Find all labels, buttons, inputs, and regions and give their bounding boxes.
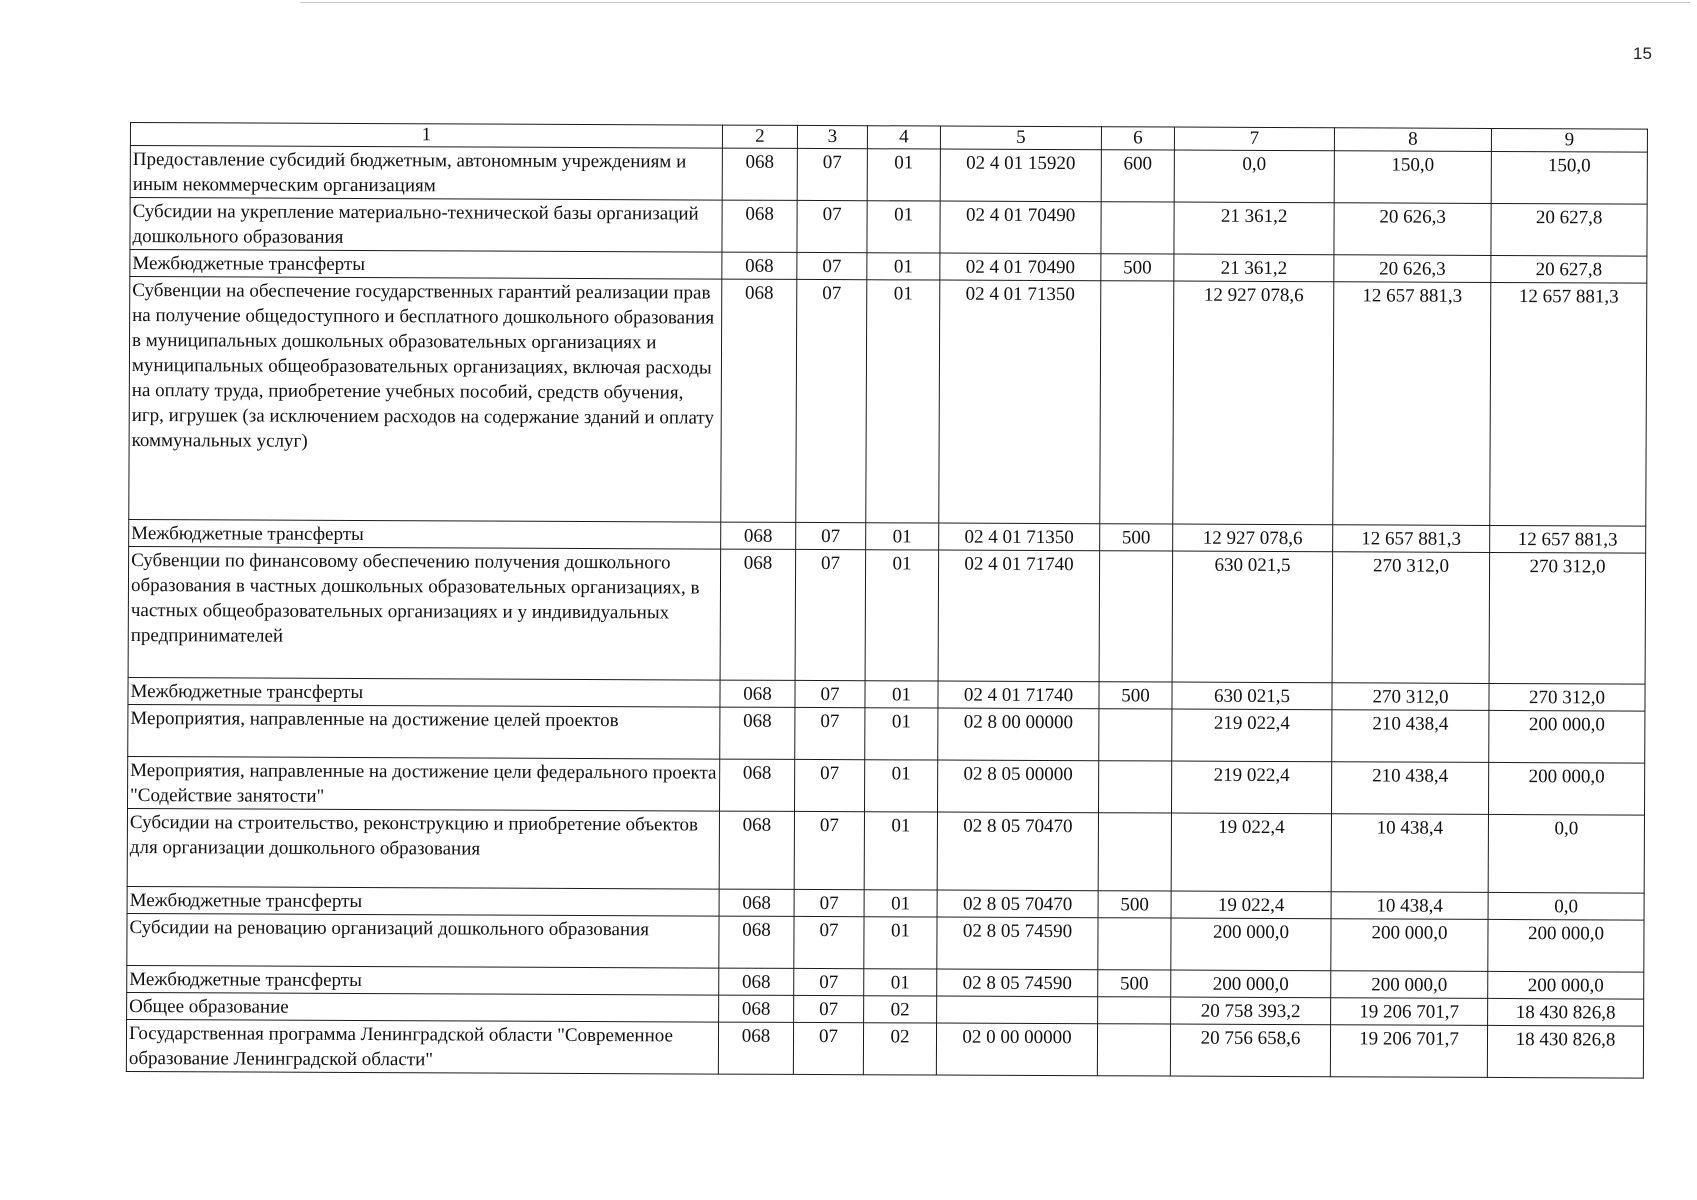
table-row [129,277,1647,527]
expense-type-code [1099,551,1173,682]
section-code: 07 [796,522,866,549]
ministry-code: 068 [720,707,795,759]
row-name: Субсидии на реновацию организаций дошкольного образования [127,913,719,968]
target-article-code: 02 8 05 00000 [937,760,1098,813]
expense-type-code: 500 [1101,254,1174,281]
amount-col-8: 10 438,4 [1331,814,1488,893]
subsection-code: 02 [864,996,937,1023]
section-code: 07 [795,680,865,707]
target-article-code: 02 8 05 74590 [937,917,1098,970]
subsection-code: 01 [865,681,938,708]
expense-type-code [1098,997,1171,1024]
amount-col-8: 200 000,0 [1331,971,1488,999]
target-article-code: 02 8 05 70470 [937,812,1098,891]
amount-col-8: 10 438,4 [1331,892,1488,920]
amount-col-7: 12 927 078,6 [1173,524,1333,552]
amount-col-7: 19 022,4 [1171,891,1331,919]
row-name: Межбюджетные трансферты [127,965,719,995]
amount-col-9: 12 657 881,3 [1490,282,1647,526]
target-article-code: 02 8 05 70470 [937,890,1098,918]
target-article-code: 02 4 01 71350 [939,523,1100,551]
amount-col-8: 19 206 701,7 [1330,1025,1487,1078]
row-name: Государственная программа Ленинградской области "Современное образование Ленинградской области" [126,1019,718,1074]
amount-col-8: 19 206 701,7 [1331,998,1488,1026]
table-row [128,756,1645,815]
amount-col-7: 20 758 393,2 [1171,997,1331,1025]
amount-col-8: 12 657 881,3 [1333,282,1491,526]
column-header: 5 [940,126,1101,150]
section-code: 07 [797,148,867,200]
subsection-code: 02 [863,1023,936,1075]
table-row [127,808,1644,893]
target-article-code: 02 8 00 00000 [938,708,1099,761]
section-code: 07 [794,995,864,1022]
ministry-code: 068 [719,889,794,916]
amount-col-7: 630 021,5 [1172,682,1332,710]
column-header: 3 [797,125,867,148]
budget-table [126,122,1648,1079]
amount-col-9: 200 000,0 [1488,762,1644,815]
amount-col-9: 270 312,0 [1489,552,1646,684]
expense-type-code [1099,709,1172,761]
expense-type-code [1098,761,1171,813]
row-name: Межбюджетные трансферты [128,677,720,707]
amount-col-7: 21 361,2 [1174,202,1334,255]
amount-col-8: 270 312,0 [1332,552,1490,684]
target-article-code: 02 8 05 74590 [937,969,1098,997]
expense-type-code: 600 [1101,150,1174,202]
section-code: 07 [796,279,867,522]
amount-col-8: 12 657 881,3 [1333,525,1490,553]
ministry-code: 068 [720,549,796,680]
section-code: 07 [795,707,865,759]
amount-col-7: 12 927 078,6 [1173,281,1334,525]
amount-col-8: 270 312,0 [1332,683,1489,711]
section-code: 07 [794,916,864,968]
subsection-code: 01 [866,523,939,550]
expense-type-code [1098,813,1171,891]
subsection-code: 01 [865,550,939,681]
target-article-code: 02 4 01 71740 [938,681,1099,709]
amount-col-9: 270 312,0 [1489,683,1645,711]
table-row [130,198,1647,257]
row-name: Субвенции по финансовому обеспечению получения дошкольного образования в частных дошкольных образовательных организациях, в частных общеобразовательных организациях и у индивидуальных предпринимателей [128,546,721,680]
amount-col-8: 20 626,3 [1334,203,1491,256]
target-article-code: 02 4 01 15920 [940,149,1101,202]
expense-type-code [1100,281,1174,524]
ministry-code: 068 [719,995,794,1022]
row-name: Общее образование [127,992,719,1022]
amount-col-7: 200 000,0 [1171,970,1331,998]
row-name: Межбюджетные трансферты [129,519,721,549]
amount-col-7: 200 000,0 [1171,918,1331,971]
amount-col-9: 20 627,8 [1491,255,1647,283]
subsection-code: 01 [867,149,940,201]
amount-col-8: 150,0 [1334,151,1491,204]
expense-type-code [1098,918,1171,970]
ministry-code: 068 [722,252,797,279]
column-header: 8 [1334,128,1491,152]
row-name: Межбюджетные трансферты [130,250,722,280]
amount-col-9: 200 000,0 [1488,919,1644,972]
row-name: Межбюджетные трансферты [127,886,719,916]
row-name: Субвенции на обеспечение государственных гарантий реализации прав на получение общедоступного и бесплатного дошкольного образования в муниципальных дошкольных образовательных организациях и муниципальных общеобразовательных организациях, включая расходы на оплату труда, приобретение учебных пособий, средств обучения, игр, игрушек (за исключением расходов на содержание зданий и оплату коммунальных услуг) [129,277,722,523]
column-header: 1 [130,123,722,149]
ministry-code: 068 [719,811,794,889]
target-article-code: 02 4 01 71740 [938,550,1100,682]
ministry-code: 068 [719,916,794,968]
table-row [128,704,1645,763]
amount-col-7: 219 022,4 [1172,709,1332,762]
ministry-code: 068 [721,522,796,549]
ministry-code: 068 [722,200,797,252]
target-article-code: 02 4 01 70490 [940,201,1101,254]
section-code: 07 [794,759,864,811]
section-code: 07 [797,252,867,279]
subsection-code: 01 [866,280,940,523]
section-code: 07 [794,968,864,995]
subsection-code: 01 [864,917,937,969]
row-name: Мероприятия, направленные на достижение целей проектов [128,704,720,759]
row-name: Предоставление субсидий бюджетным, автономным учреждениям и иным некоммерческим организациям [130,146,722,201]
amount-col-9: 18 430 826,8 [1487,1025,1643,1078]
column-header: 7 [1174,127,1334,151]
target-article-code: 02 0 00 00000 [936,1023,1097,1076]
amount-col-7: 630 021,5 [1172,551,1333,683]
amount-col-7: 0,0 [1174,150,1334,203]
table-row [126,1019,1643,1078]
ministry-code: 068 [719,968,794,995]
column-header: 6 [1101,127,1174,150]
row-name: Субсидии на укрепление материально-технической базы организаций дошкольного образования [130,198,722,253]
scan-edge-line [300,2,1690,3]
amount-col-9: 200 000,0 [1488,971,1644,999]
expense-type-code: 500 [1099,682,1172,709]
amount-col-7: 20 756 658,6 [1170,1024,1330,1077]
subsection-code: 01 [864,812,937,890]
ministry-code: 068 [719,759,794,811]
column-header: 9 [1491,128,1647,152]
amount-col-9: 18 430 826,8 [1488,998,1644,1026]
amount-col-8: 210 438,4 [1332,710,1489,763]
section-code: 07 [794,889,864,916]
section-code: 07 [795,549,866,680]
page-number: 15 [1633,44,1652,63]
subsection-code: 01 [867,253,940,280]
ministry-code: 068 [718,1022,793,1074]
column-header: 4 [867,126,940,149]
expense-type-code: 500 [1098,891,1171,918]
amount-col-9: 200 000,0 [1489,710,1645,763]
subsection-code: 01 [864,890,937,917]
target-article-code [937,996,1098,1024]
expense-type-code: 500 [1098,970,1171,997]
column-header: 2 [722,125,797,148]
table-row [130,146,1647,205]
ministry-code: 068 [720,680,795,707]
amount-col-8: 200 000,0 [1331,919,1488,972]
table-row [127,913,1644,972]
table-row [128,546,1646,684]
amount-col-9: 0,0 [1488,892,1644,920]
subsection-code: 01 [865,708,938,760]
row-name: Мероприятия, направленные на достижение цели федерального проекта "Содействие занятости" [128,756,720,811]
amount-col-9: 12 657 881,3 [1490,525,1646,553]
section-code: 07 [794,811,864,889]
amount-col-8: 20 626,3 [1334,255,1491,283]
amount-col-9: 150,0 [1491,151,1647,204]
amount-col-7: 19 022,4 [1171,813,1331,892]
subsection-code: 01 [864,760,937,812]
amount-col-7: 21 361,2 [1174,254,1334,282]
section-code: 07 [793,1022,863,1074]
target-article-code: 02 4 01 70490 [940,253,1101,281]
ministry-code: 068 [722,148,797,200]
amount-col-8: 210 438,4 [1331,762,1488,815]
expense-type-code: 500 [1100,524,1173,551]
section-code: 07 [797,200,867,252]
amount-col-9: 20 627,8 [1491,203,1647,256]
target-article-code: 02 4 01 71350 [939,280,1101,524]
amount-col-7: 219 022,4 [1171,761,1331,814]
subsection-code: 01 [864,969,937,996]
expense-type-code [1101,202,1174,254]
amount-col-9: 0,0 [1488,814,1644,893]
row-name: Субсидии на строительство, реконструкцию и приобретение объектов для организации дошкольного образования [127,808,719,889]
ministry-code: 068 [721,279,797,522]
subsection-code: 01 [867,201,940,253]
expense-type-code [1097,1024,1170,1076]
